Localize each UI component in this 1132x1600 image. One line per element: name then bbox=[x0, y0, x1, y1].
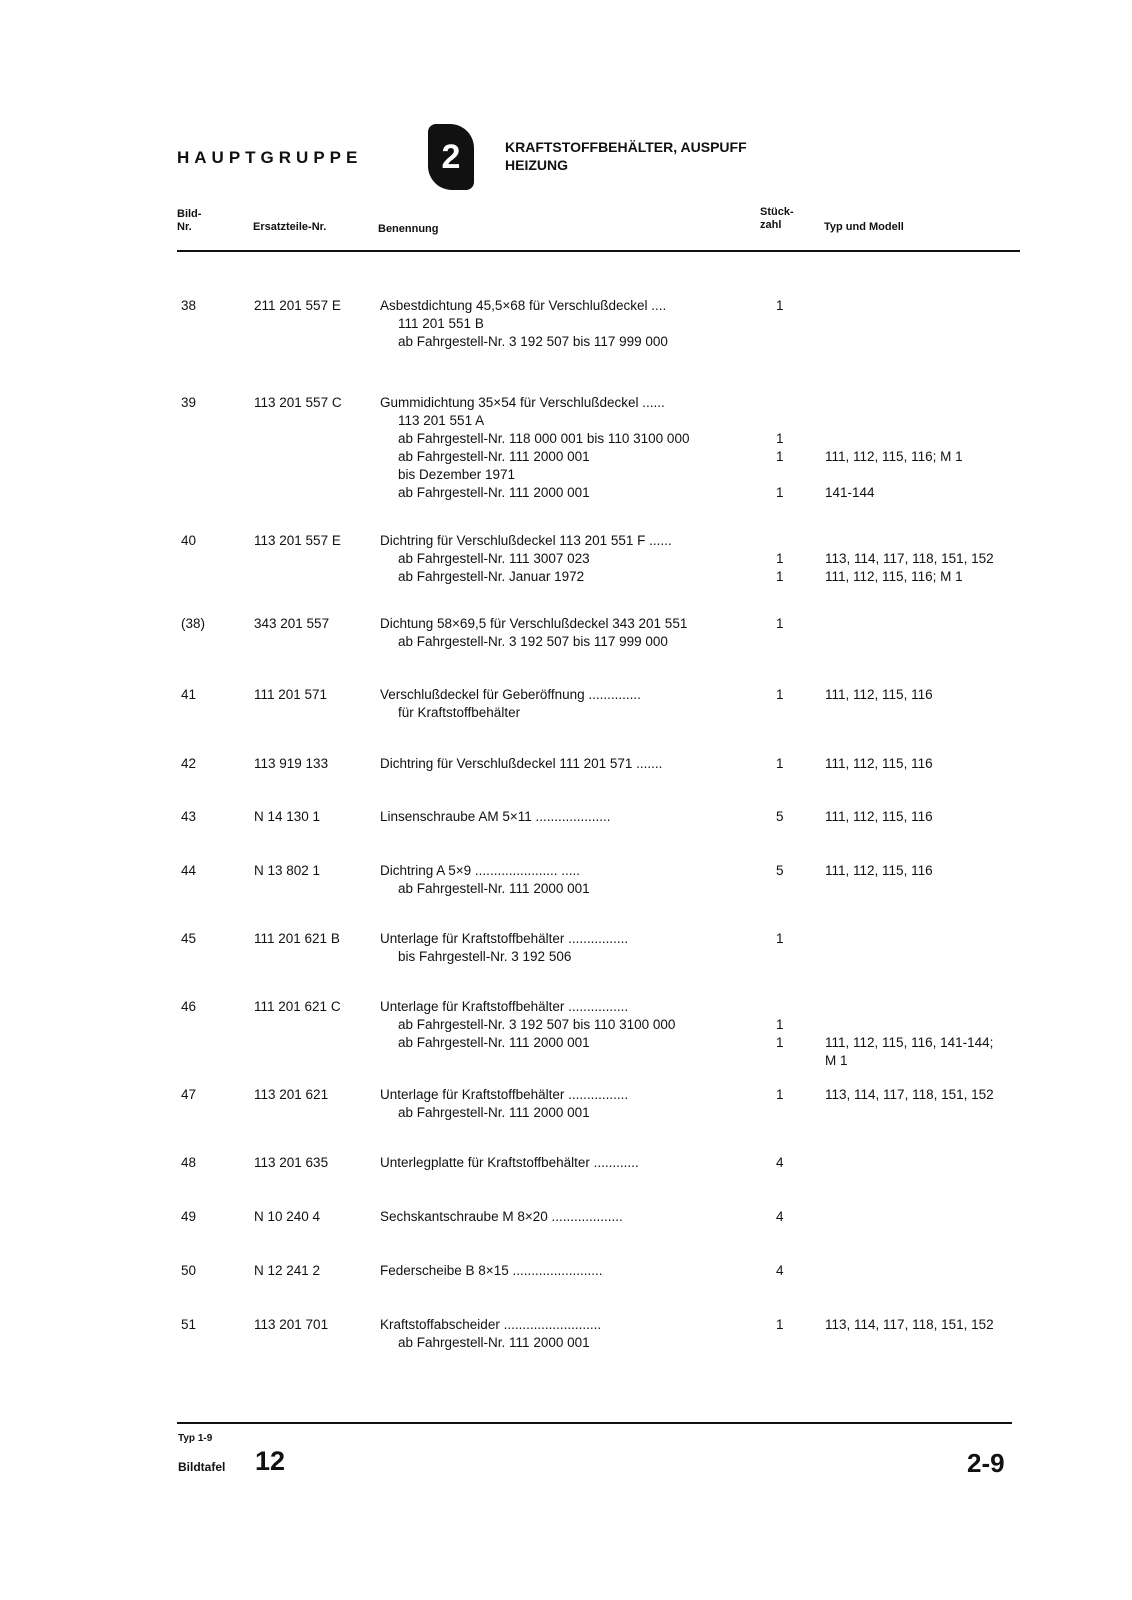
quantity bbox=[776, 808, 784, 826]
description-line: ab Fahrgestell-Nr. 3 192 507 bis 110 3100 000 bbox=[398, 1017, 676, 1032]
quantity-line bbox=[776, 880, 784, 898]
quantity-line bbox=[776, 1334, 784, 1352]
part-description bbox=[380, 1086, 754, 1122]
part-description bbox=[380, 862, 754, 898]
description-line: Dichtring für Verschlußdeckel 113 201 551 F ...... bbox=[380, 533, 672, 548]
part-description bbox=[380, 1316, 754, 1352]
page-number: 2-9 bbox=[967, 1448, 1005, 1478]
type-model bbox=[825, 998, 1030, 1070]
type-model-line bbox=[825, 615, 1030, 633]
quantity-line bbox=[776, 1104, 784, 1122]
quantity bbox=[776, 930, 784, 966]
part-description bbox=[380, 394, 754, 502]
part-description bbox=[380, 615, 754, 651]
part-number: N 13 802 1 bbox=[254, 863, 321, 878]
quantity bbox=[776, 862, 784, 898]
column-heading-quantity-line-2: zahl bbox=[760, 219, 782, 231]
type-model-line bbox=[825, 880, 1030, 898]
description-line: 113 201 551 A bbox=[398, 413, 485, 428]
quantity-line: 4 bbox=[776, 1263, 784, 1278]
part-number: 113 201 701 bbox=[254, 1317, 329, 1332]
footer-bildtafel-label: Bildtafel bbox=[178, 1460, 226, 1474]
type-model bbox=[825, 930, 1030, 966]
type-model bbox=[825, 808, 1030, 826]
column-heading-description: Benennung bbox=[378, 223, 439, 235]
type-model bbox=[825, 755, 1030, 773]
type-model-line: 111, 112, 115, 116 bbox=[825, 863, 933, 878]
quantity-line: 1 bbox=[776, 687, 784, 702]
quantity-line bbox=[776, 998, 784, 1016]
quantity-line: 4 bbox=[776, 1209, 784, 1224]
description-line: Sechskantschraube M 8×20 ................... bbox=[380, 1209, 623, 1224]
type-model-line bbox=[825, 1334, 1030, 1352]
quantity bbox=[776, 1154, 784, 1172]
description-line: ab Fahrgestell-Nr. 111 2000 001 bbox=[398, 449, 590, 464]
part-number: 111 201 571 bbox=[254, 687, 328, 702]
type-model-line: M 1 bbox=[825, 1053, 848, 1068]
type-model-line: 141-144 bbox=[825, 485, 875, 500]
quantity-line bbox=[776, 315, 784, 333]
part-number: 113 201 635 bbox=[254, 1155, 329, 1170]
quantity-line: 1 bbox=[776, 431, 784, 446]
type-model-line: 113, 114, 117, 118, 151, 152 bbox=[825, 551, 994, 566]
figure-number: 49 bbox=[181, 1209, 197, 1224]
type-model bbox=[825, 1154, 1030, 1172]
quantity-line bbox=[776, 394, 784, 412]
type-model bbox=[825, 1262, 1030, 1280]
figure-number: 42 bbox=[181, 756, 197, 771]
quantity-line bbox=[776, 333, 784, 351]
quantity bbox=[776, 1086, 784, 1122]
description-line: Gummidichtung 35×54 für Verschlußdeckel ...... bbox=[380, 395, 665, 410]
type-model-line: 111, 112, 115, 116; M 1 bbox=[825, 449, 963, 464]
quantity-line: 1 bbox=[776, 485, 784, 500]
quantity-line: 1 bbox=[776, 756, 784, 771]
type-model-line: 111, 112, 115, 116 bbox=[825, 687, 933, 702]
part-number: N 12 241 2 bbox=[254, 1263, 321, 1278]
description-line: Unterlage für Kraftstoffbehälter ................ bbox=[380, 999, 629, 1014]
part-number: 113 201 557 E bbox=[254, 533, 341, 548]
type-model-line bbox=[825, 704, 1030, 722]
column-heading-bild-line-2: Nr. bbox=[177, 221, 192, 233]
part-description bbox=[380, 532, 754, 586]
quantity-line: 1 bbox=[776, 569, 784, 584]
type-model-line: 111, 112, 115, 116; M 1 bbox=[825, 569, 963, 584]
type-model-line bbox=[825, 633, 1030, 651]
quantity bbox=[776, 1262, 784, 1280]
quantity-line: 1 bbox=[776, 1087, 784, 1102]
description-line: Asbestdichtung 45,5×68 für Verschlußdeckel .... bbox=[380, 298, 667, 313]
part-description bbox=[380, 1154, 754, 1172]
description-line: Unterlage für Kraftstoffbehälter ................ bbox=[380, 1087, 629, 1102]
figure-number: 46 bbox=[181, 999, 197, 1014]
quantity bbox=[776, 686, 784, 722]
type-model-line bbox=[825, 315, 1030, 333]
type-model bbox=[825, 1086, 1030, 1122]
type-model-line bbox=[825, 1262, 1030, 1280]
description-line: ab Fahrgestell-Nr. 111 2000 001 bbox=[398, 881, 590, 896]
group-subtitle-line-1: KRAFTSTOFFBEHÄLTER, AUSPUFF bbox=[505, 139, 747, 155]
description-line: ab Fahrgestell-Nr. 111 2000 001 bbox=[398, 1105, 590, 1120]
quantity-line: 1 bbox=[776, 931, 784, 946]
type-model-line: 111, 112, 115, 116 bbox=[825, 756, 933, 771]
quantity-line: 5 bbox=[776, 863, 784, 878]
footer-bildtafel-number: 12 bbox=[255, 1446, 286, 1476]
part-description bbox=[380, 998, 754, 1052]
quantity bbox=[776, 755, 784, 773]
type-model-line: 111, 112, 115, 116, 141-144; bbox=[825, 1035, 994, 1050]
type-model-line bbox=[825, 466, 1030, 484]
quantity bbox=[776, 297, 784, 351]
description-line: Linsenschraube AM 5×11 .................... bbox=[380, 809, 611, 824]
description-line: Unterlegplatte für Kraftstoffbehälter ............ bbox=[380, 1155, 639, 1170]
figure-number: 47 bbox=[181, 1087, 197, 1102]
quantity-line: 1 bbox=[776, 551, 784, 566]
description-line: Dichtring A 5×9 ...................... ..... bbox=[380, 863, 580, 878]
description-line: Kraftstoffabscheider .......................... bbox=[380, 1317, 602, 1332]
quantity-line: 5 bbox=[776, 809, 784, 824]
type-model bbox=[825, 1208, 1030, 1226]
description-line: ab Fahrgestell-Nr. Januar 1972 bbox=[398, 569, 585, 584]
column-heading-quantity-line-1: Stück- bbox=[760, 206, 794, 218]
part-number: 343 201 557 bbox=[254, 616, 330, 631]
quantity bbox=[776, 1316, 784, 1352]
description-line: ab Fahrgestell-Nr. 111 2000 001 bbox=[398, 1035, 590, 1050]
type-model-line bbox=[825, 948, 1030, 966]
part-number: N 10 240 4 bbox=[254, 1209, 321, 1224]
quantity-line bbox=[776, 412, 784, 430]
quantity bbox=[776, 532, 784, 586]
part-number: 113 201 621 bbox=[254, 1087, 329, 1102]
figure-number: 40 bbox=[181, 533, 197, 548]
quantity bbox=[776, 1208, 784, 1226]
column-heading-type-model: Typ und Modell bbox=[824, 221, 904, 233]
description-line: bis Fahrgestell-Nr. 3 192 506 bbox=[398, 949, 572, 964]
quantity-line bbox=[776, 466, 784, 484]
quantity-line: 1 bbox=[776, 298, 784, 313]
footer-divider bbox=[177, 1422, 1012, 1424]
type-model-line: 111, 112, 115, 116 bbox=[825, 809, 933, 824]
figure-number: 45 bbox=[181, 931, 197, 946]
quantity bbox=[776, 998, 784, 1070]
description-line: Dichtring für Verschlußdeckel 111 201 571 ....... bbox=[380, 756, 663, 771]
figure-number: 48 bbox=[181, 1155, 197, 1170]
description-line: 111 201 551 B bbox=[398, 316, 484, 331]
quantity-line bbox=[776, 633, 784, 651]
description-line: ab Fahrgestell-Nr. 118 000 001 bis 110 3100 000 bbox=[398, 431, 690, 446]
quantity-line: 1 bbox=[776, 449, 784, 464]
column-heading-bild-line-1: Bild- bbox=[177, 208, 202, 220]
quantity-line bbox=[776, 532, 784, 550]
type-model bbox=[825, 394, 1030, 502]
description-line: ab Fahrgestell-Nr. 3 192 507 bis 117 999 000 bbox=[398, 634, 668, 649]
description-line: bis Dezember 1971 bbox=[398, 467, 516, 482]
type-model-line bbox=[825, 430, 1030, 448]
figure-number: 41 bbox=[181, 687, 197, 702]
description-line: ab Fahrgestell-Nr. 111 3007 023 bbox=[398, 551, 590, 566]
type-model bbox=[825, 862, 1030, 898]
column-heading-bild bbox=[177, 208, 201, 234]
part-number: 113 201 557 C bbox=[254, 395, 342, 410]
description-line: ab Fahrgestell-Nr. 111 2000 001 bbox=[398, 1335, 590, 1350]
part-description bbox=[380, 1208, 754, 1226]
quantity-line: 4 bbox=[776, 1155, 784, 1170]
group-subtitle bbox=[505, 138, 747, 174]
type-model-line bbox=[825, 412, 1030, 430]
type-model bbox=[825, 1316, 1030, 1352]
type-model bbox=[825, 615, 1030, 651]
type-model-line: 113, 114, 117, 118, 151, 152 bbox=[825, 1317, 994, 1332]
column-heading-quantity bbox=[760, 206, 794, 232]
figure-number: 50 bbox=[181, 1263, 197, 1278]
type-model bbox=[825, 686, 1030, 722]
part-description bbox=[380, 930, 754, 966]
part-description bbox=[380, 1262, 754, 1280]
group-subtitle-line-2: HEIZUNG bbox=[505, 157, 568, 173]
header-divider bbox=[177, 250, 1020, 252]
description-line: Federscheibe B 8×15 ........................ bbox=[380, 1263, 603, 1278]
type-model-line bbox=[825, 532, 1030, 550]
type-model-line bbox=[825, 930, 1030, 948]
quantity-line bbox=[776, 1052, 784, 1070]
footer-type-range: Typ 1-9 bbox=[178, 1433, 213, 1444]
figure-number: 51 bbox=[181, 1317, 197, 1332]
description-line: Verschlußdeckel für Geberöffnung .............. bbox=[380, 687, 641, 702]
figure-number: 43 bbox=[181, 809, 197, 824]
type-model-line bbox=[825, 1104, 1030, 1122]
part-number: 211 201 557 E bbox=[254, 298, 341, 313]
type-model-line bbox=[825, 1208, 1030, 1226]
type-model-line bbox=[825, 333, 1030, 351]
quantity-line: 1 bbox=[776, 1317, 784, 1332]
column-heading-part-number: Ersatzteile-Nr. bbox=[253, 221, 327, 233]
quantity bbox=[776, 394, 784, 502]
description-line: Unterlage für Kraftstoffbehälter ................ bbox=[380, 931, 629, 946]
quantity-line: 1 bbox=[776, 616, 784, 631]
quantity bbox=[776, 615, 784, 651]
type-model-line bbox=[825, 1016, 1030, 1034]
description-line: ab Fahrgestell-Nr. 3 192 507 bis 117 999 000 bbox=[398, 334, 668, 349]
figure-number: 39 bbox=[181, 395, 197, 410]
type-model bbox=[825, 297, 1030, 351]
part-number: 113 919 133 bbox=[254, 756, 329, 771]
part-description bbox=[380, 755, 754, 773]
type-model-line bbox=[825, 998, 1030, 1016]
part-number: 111 201 621 C bbox=[254, 999, 341, 1014]
description-line: für Kraftstoffbehälter bbox=[398, 705, 521, 720]
type-model-line bbox=[825, 1154, 1030, 1172]
quantity-line bbox=[776, 948, 784, 966]
description-line: Dichtung 58×69,5 für Verschlußdeckel 343 201 551 bbox=[380, 616, 688, 631]
part-description bbox=[380, 297, 754, 351]
quantity-line: 1 bbox=[776, 1035, 784, 1050]
part-number: N 14 130 1 bbox=[254, 809, 321, 824]
quantity-line: 1 bbox=[776, 1017, 784, 1032]
type-model-line bbox=[825, 297, 1030, 315]
description-line: ab Fahrgestell-Nr. 111 2000 001 bbox=[398, 485, 590, 500]
figure-number: 44 bbox=[181, 863, 197, 878]
figure-number: (38) bbox=[181, 616, 206, 631]
figure-number: 38 bbox=[181, 298, 197, 313]
type-model-line: 113, 114, 117, 118, 151, 152 bbox=[825, 1087, 994, 1102]
main-group-title: HAUPTGRUPPE bbox=[177, 148, 363, 167]
part-description bbox=[380, 808, 754, 826]
quantity-line bbox=[776, 704, 784, 722]
type-model-line bbox=[825, 394, 1030, 412]
part-number: 111 201 621 B bbox=[254, 931, 340, 946]
group-number-badge: 2 bbox=[428, 124, 474, 190]
part-description bbox=[380, 686, 754, 722]
type-model bbox=[825, 532, 1030, 586]
